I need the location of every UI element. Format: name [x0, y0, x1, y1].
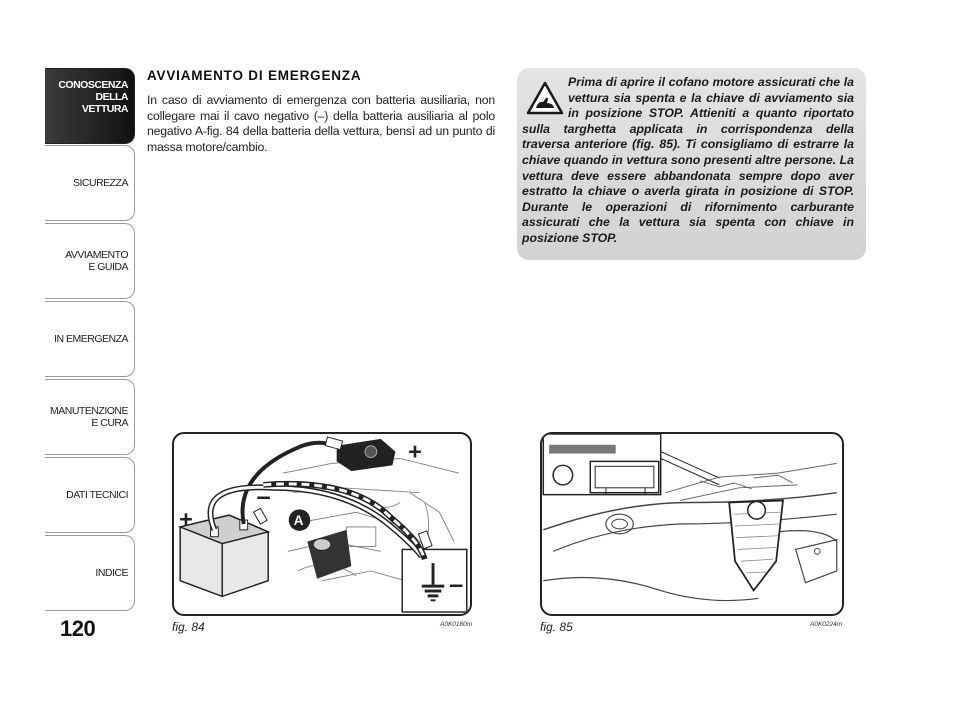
- tab-label: INDICE: [95, 567, 128, 579]
- tab-dati-tecnici[interactable]: [45, 457, 135, 533]
- tab-label: IN EMERGENZA: [54, 333, 128, 345]
- warning-text: Prima di aprire il cofano motore assicurati che la vettura sia spenta e la chiave di avviamento sia in posizione STOP. Attieniti a quanto riportato sulla targhetta applicata in corrispondenza della traversa anteriore (fig. 85). Ti consigliamo di estrarre la chiave quando in vettura sono presenti altre persone. La vettura deve essere abbandonata sempre dopo aver estratto la chiave o averla girata in posizione di STOP. Durante le operazioni di rifornimento carburante assicurati che la vettura sia spenta con chiave in posizione STOP.: [522, 75, 854, 245]
- tab-indice[interactable]: [45, 535, 135, 611]
- fig-85-code: A0K0224m: [810, 621, 843, 628]
- section-title: AVVIAMENTO DI EMERGENZA: [147, 68, 362, 83]
- tab-label: MANUTENZIONE E CURA: [50, 405, 128, 429]
- plus-sign-aux: +: [179, 505, 193, 532]
- fig-84-code: A0K0180m: [440, 621, 473, 628]
- fig-84-caption: fig. 84: [172, 620, 205, 634]
- tab-avviamento-e-guida[interactable]: [45, 223, 135, 299]
- warning-box: [517, 68, 866, 260]
- figure-85-front-crossmember: [540, 432, 844, 616]
- fig-85-caption: fig. 85: [540, 620, 573, 634]
- minus-sign-aux: –: [256, 482, 271, 511]
- tab-label: SICUREZZA: [72, 177, 128, 189]
- tab-label: CONOSCENZA DELLA VETTURA: [58, 79, 128, 115]
- plus-sign: +: [408, 438, 422, 465]
- figure-84-battery-jump: [172, 432, 472, 616]
- hand-warning-triangle-icon: [522, 75, 568, 121]
- tab-label: AVVIAMENTO E GUIDA: [65, 249, 128, 273]
- section-body: In caso di avviamento di emergenza con batteria ausiliaria, non collegare mai il cavo negativo (–) della batteria ausiliaria al polo negativo A-fig. 84 della batteria della vettura, bensì ad un punto di massa motore/cambio.: [147, 93, 495, 154]
- tab-manutenzione-e-cura[interactable]: [45, 379, 135, 455]
- battery-jump-illustration: [174, 434, 470, 614]
- tab-label: DATI TECNICI: [66, 489, 128, 501]
- minus-sign-ground: –: [449, 570, 464, 599]
- tab-in-emergenza[interactable]: [45, 301, 135, 377]
- tab-sicurezza[interactable]: [45, 145, 135, 221]
- tab-conoscenza-della-vettura[interactable]: [45, 68, 135, 144]
- warning-paragraph: [522, 75, 854, 247]
- callout-a-label: A: [293, 512, 304, 528]
- page-number: 120: [60, 616, 96, 641]
- car-front-illustration: [542, 434, 842, 614]
